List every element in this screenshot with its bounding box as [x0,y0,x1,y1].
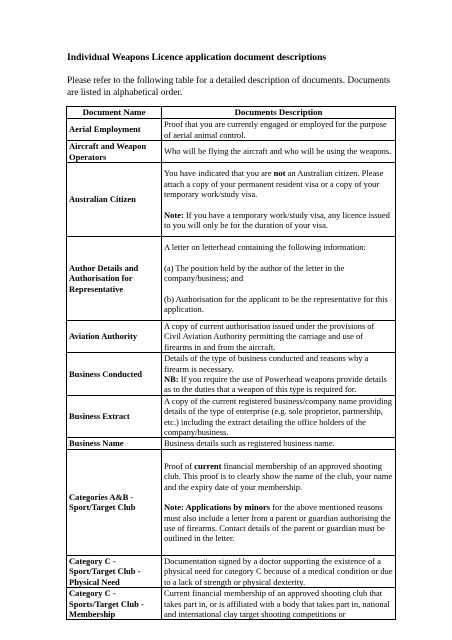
table-row [67,449,396,555]
intro-paragraph: Please refer to the following table for a detailed description of documents. Documents are listed in alphabetical order. [67,76,391,98]
table-row [67,141,396,163]
document-description: A copy of the current registered business/company name providing details of the type of enterprise (e.g. sole proprietor, partnership, etc.) including the extract detailing the office holders of the company/business. [162,395,396,438]
document-description: Business details such as registered business name. [162,438,396,449]
table-row [67,395,396,438]
document-description: A copy of current authorisation issued under the provisions of Civil Aviation Authority permitting the carriage and use of firearms in and from the aircraft. [162,321,396,353]
table-row [67,119,396,141]
document-name: Categories A&B - Sport/Target Club [67,449,162,555]
table-row [67,163,396,237]
table-row [67,321,396,353]
document-description: You have indicated that you are not an Australian citizen. Please attach a copy of your permanent resident visa or a copy of your temporary work/study visa. Note: If you have a temporary work/study visa, any licence issued to you will only be for the duration of your visa. [162,163,396,237]
table-row [67,588,396,620]
table-header-row [67,107,396,119]
document-name: Author Details and Authorisation for Representative [67,237,162,321]
table-row [67,438,396,449]
table-row [67,555,396,587]
document-description: Proof that you are currently engaged or employed for the purpose of aerial animal control. [162,119,396,141]
document-description: Documentation signed by a doctor supporting the existence of a physical need for category C because of a medical condition or due to a lack of strength or physical dexterity. [162,555,396,587]
header-document-name: Document Name [67,107,162,119]
document-name: Australian Citizen [67,163,162,237]
table-row [67,353,396,396]
document-name: Category C - Sports/Target Club - Membership [67,588,162,620]
document-description: Details of the type of business conducted and reasons why a firearm is necessary. NB: If you require the use of Powerhead weapons provide details as to the duties that a weapon of this type is required for. [162,353,396,396]
document-name: Business Name [67,438,162,449]
document-description: Who will be flying the aircraft and who will be using the weapons. [162,141,396,163]
page-title: Individual Weapons Licence application document descriptions [67,52,327,63]
document-name: Aircraft and Weapon Operators [67,141,162,163]
document-description: Proof of current financial membership of an approved shooting club. This proof is to clearly show the name of the club, your name and the expiry date of your membership. Note: Applications by minors for the above mentioned reasons must also include a letter from a parent or guardian authorising the use of firearms. Contact details of the parent or guardian must be outlined in the letter. [162,449,396,555]
document-description: A letter on letterhead containing the following information: (a) The position held by the author of the letter in the company/business; and (b) Authorisation for the applicant to be the representative for this application. [162,237,396,321]
document-description: Current financial membership of an approved shooting club that takes part in, or is affiliated with a body that takes part in, national and international clay target shooting competitions or [162,588,396,620]
document-name: Aerial Employment [67,119,162,141]
document-name: Category C - Sport/Target Club - Physical Need [67,555,162,587]
documents-table [66,106,396,620]
table-row [67,237,396,321]
document-name: Aviation Authority [67,321,162,353]
header-documents-description: Documents Description [162,107,396,119]
document-name: Business Conducted [67,353,162,396]
document-name: Business Extract [67,395,162,438]
